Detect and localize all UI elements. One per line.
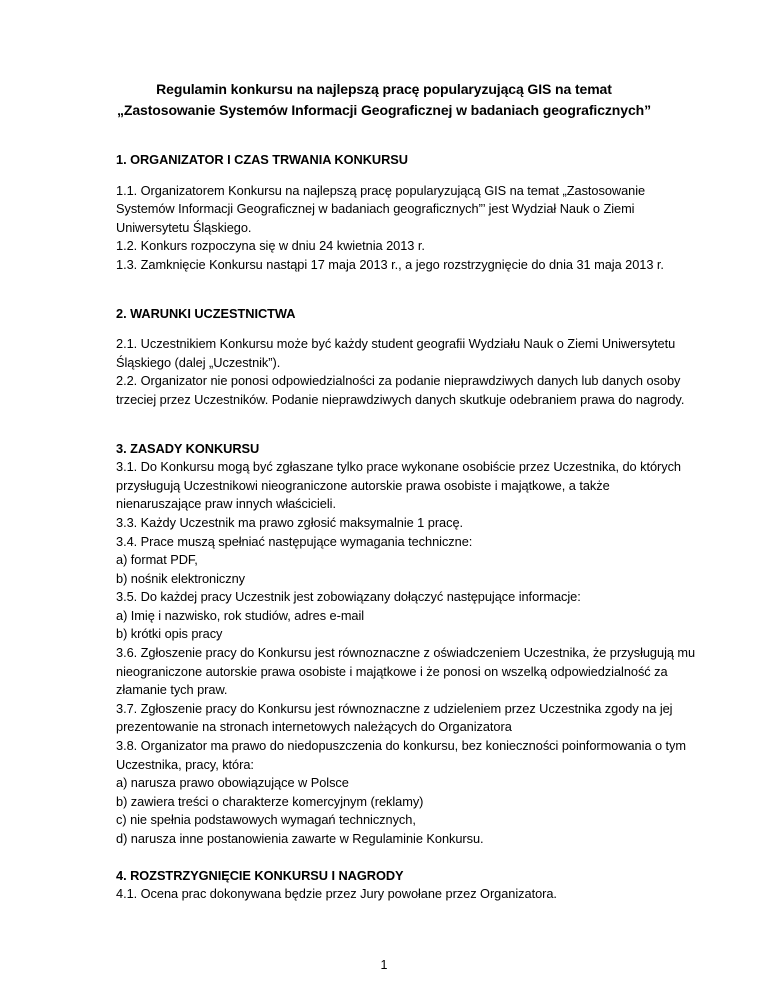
paragraph-line: złamanie tych praw. xyxy=(116,682,228,698)
list-item: c) nie spełnia podstawowych wymagań technicznych, xyxy=(116,812,416,828)
title-line-2: „Zastosowanie Systemów Informacji Geograficznej w badaniach geograficznych” xyxy=(117,102,651,118)
section-2 xyxy=(116,305,684,410)
paragraph-line: Uniwersytetu Śląskiego. xyxy=(116,219,252,235)
paragraph-line: Uczestnika, pracy, która: xyxy=(116,756,254,772)
page-number: 1 xyxy=(380,958,388,972)
section-4-heading: 4. ROZSTRZYGNIĘCIE KONKURSU I NAGRODY xyxy=(116,867,404,883)
list-item: a) format PDF, xyxy=(116,552,198,568)
paragraph-line: przysługują Uczestnikowi nieograniczone autorskie prawa osobiste i majątkowe, a także xyxy=(116,477,610,493)
section-1-heading: 1. ORGANIZATOR I CZAS TRWANIA KONKURSU xyxy=(116,152,408,167)
paragraph-line: 3.8. Organizator ma prawo do niedopuszczenia do konkursu, bez konieczności poinformowania o tym xyxy=(116,738,686,754)
paragraph-line: trzeciej przez Uczestników. Podanie nieprawdziwych danych skutkuje odebraniem prawa do nagrody. xyxy=(116,391,685,407)
list-item: a) narusza prawo obowiązujące w Polsce xyxy=(116,775,349,791)
list-item: b) krótki opis pracy xyxy=(116,626,223,642)
paragraph-line: 1.1. Organizatorem Konkursu na najlepszą pracę popularyzującą GIS na temat „Zastosowanie xyxy=(116,182,646,198)
paragraph-line: 3.1. Do Konkursu mogą być zgłaszane tylko prace wykonane osobiście przez Uczestnika, do których xyxy=(116,459,681,475)
paragraph-line: 1.3. Zamknięcie Konkursu nastąpi 17 maja 2013 r., a jego rozstrzygnięcie do dnia 31 maja 2013 r. xyxy=(116,256,664,272)
paragraph-line: nienaruszające praw innych właścicieli. xyxy=(116,496,336,512)
document-body xyxy=(116,151,696,904)
paragraph-line: Śląskiego (dalej „Uczestnik”). xyxy=(116,354,281,370)
paragraph-line: 3.7. Zgłoszenie pracy do Konkursu jest równoznaczne z udzieleniem przez Uczestnika zgody na jej xyxy=(116,700,673,716)
paragraph-line: 1.2. Konkurs rozpoczyna się w dniu 24 kwietnia 2013 r. xyxy=(116,238,425,254)
list-item: b) nośnik elektroniczny xyxy=(116,570,246,586)
list-item: b) zawiera treści o charakterze komercyjnym (reklamy) xyxy=(116,793,424,809)
paragraph-line: 2.1. Uczestnikiem Konkursu może być każdy student geografii Wydziału Nauk o Ziemi Uniwersytetu xyxy=(116,336,676,352)
document-title xyxy=(0,79,768,121)
section-3 xyxy=(116,440,696,849)
paragraph-line: Systemów Informacji Geograficznej w badaniach geograficznych”’ jest Wydział Nauk o Ziemi xyxy=(116,201,635,217)
paragraph-line: 4.1. Ocena prac dokonywana będzie przez Jury powołane przez Organizatora. xyxy=(116,886,557,902)
section-2-heading: 2. WARUNKI UCZESTNICTWA xyxy=(116,305,296,321)
paragraph-line: prezentowanie na stronach internetowych należących do Organizatora xyxy=(116,719,512,735)
list-item: a) Imię i nazwisko, rok studiów, adres e-mail xyxy=(116,607,365,623)
paragraph-line: 2.2. Organizator nie ponosi odpowiedzialności za podanie nieprawdziwych danych lub danych osoby xyxy=(116,373,681,389)
paragraph-line: 3.4. Prace muszą spełniać następujące wymagania techniczne: xyxy=(116,533,473,549)
list-item: d) narusza inne postanowienia zawarte w Regulaminie Konkursu. xyxy=(116,831,484,846)
section-4 xyxy=(116,867,684,904)
section-3-heading: 3. ZASADY KONKURSU xyxy=(116,440,260,456)
paragraph-line: 3.3. Każdy Uczestnik ma prawo zgłosić maksymalnie 1 pracę. xyxy=(116,514,464,530)
paragraph-line: 3.6. Zgłoszenie pracy do Konkursu jest równoznaczne z oświadczeniem Uczestnika, że przysługują mu xyxy=(116,645,696,661)
paragraph-line: nieograniczone autorskie prawa osobiste i majątkowe i że ponosi on wszelką odpowiedzialność za xyxy=(116,663,668,679)
paragraph-line: 3.5. Do każdej pracy Uczestnik jest zobowiązany dołączyć następujące informacje: xyxy=(116,589,581,605)
section-1 xyxy=(116,151,684,275)
title-line-1: Regulamin konkursu na najlepszą pracę popularyzującą GIS na temat xyxy=(156,81,612,97)
